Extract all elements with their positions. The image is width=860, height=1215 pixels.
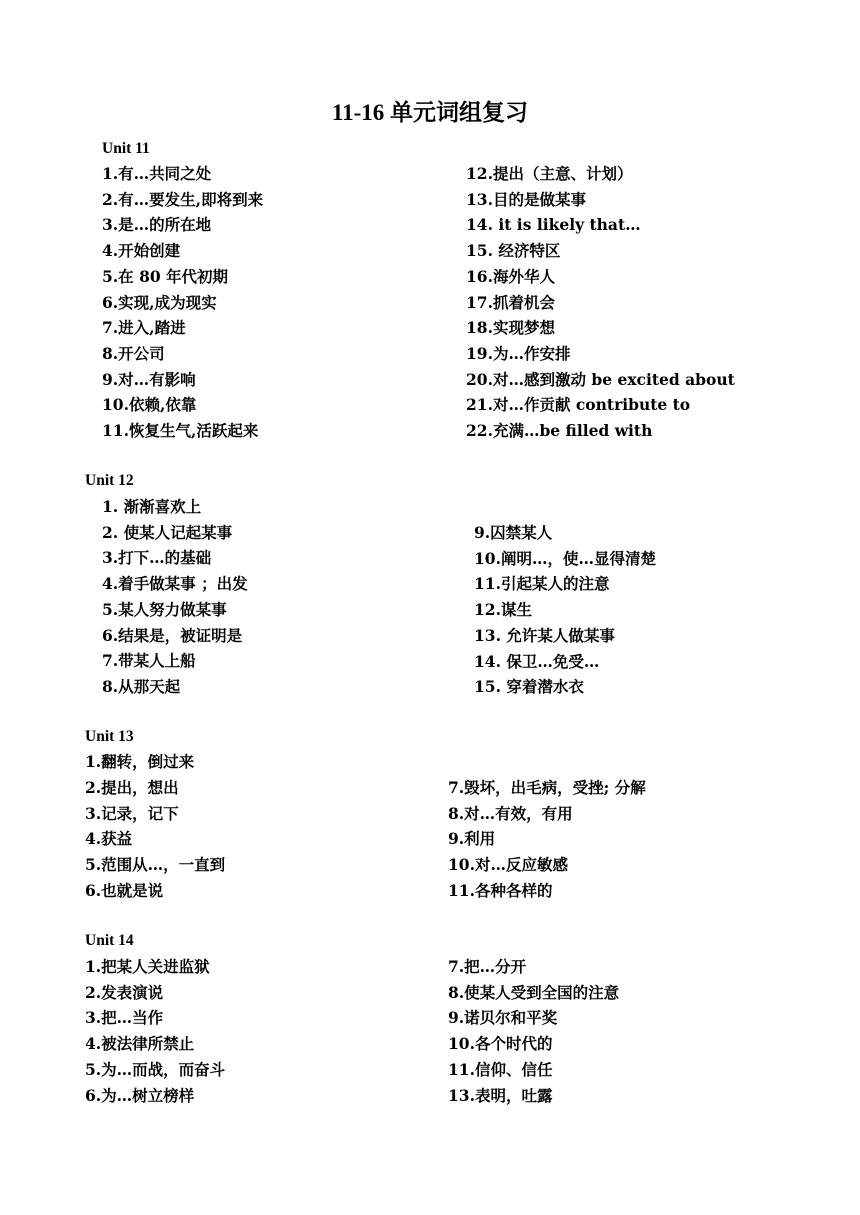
phrase-item: 12.谋生 — [474, 600, 532, 620]
phrase-item: 6.实现,成为现实 — [102, 292, 217, 312]
phrase-item: 6.结果是，被证明是 — [102, 625, 243, 645]
phrase-item: 2. 使某人记起某事 — [102, 522, 233, 542]
phrase-item: 11.各种各样的 — [448, 880, 553, 900]
phrase-item: 10.各个时代的 — [448, 1034, 553, 1054]
phrase-item: 7.进入,踏进 — [102, 318, 186, 338]
phrase-item: 3.记录，记下 — [85, 803, 179, 823]
phrase-item: 3.是…的所在地 — [102, 215, 212, 235]
phrase-item: 21.对…作贡献 contribute to — [466, 395, 691, 415]
phrase-item: 13.目的是做某事 — [466, 189, 586, 209]
unit-14-heading: Unit 14 — [85, 932, 134, 949]
phrase-item: 9.利用 — [448, 829, 496, 849]
phrase-item: 14. 保卫…免受… — [474, 651, 600, 671]
phrase-item: 5.为…而战，而奋斗 — [85, 1059, 226, 1079]
phrase-item: 5.范围从…，一直到 — [85, 855, 226, 875]
phrase-item: 13. 允许某人做某事 — [474, 625, 615, 645]
phrase-item: 8.开公司 — [102, 343, 165, 363]
phrase-item: 15. 穿着潜水衣 — [474, 677, 584, 697]
phrase-item: 3.把…当作 — [85, 1008, 164, 1028]
phrase-item: 12.提出（主意、计划） — [466, 164, 633, 183]
phrase-item: 6.也就是说 — [85, 880, 164, 900]
phrase-item: 9.囚禁某人 — [474, 523, 553, 542]
unit-12-heading: Unit 12 — [85, 472, 134, 489]
unit-13-first-item: 1.翻转，倒过来 — [85, 752, 195, 771]
phrase-item: 8.使某人受到全国的注意 — [448, 982, 620, 1002]
phrase-item: 13.表明，吐露 — [448, 1085, 553, 1105]
phrase-item: 15. 经济特区 — [466, 241, 561, 261]
phrase-item: 19.为…作安排 — [466, 343, 571, 363]
phrase-item: 4.被法律所禁止 — [85, 1034, 195, 1054]
phrase-item: 1.有…共同之处 — [102, 164, 212, 183]
phrase-item: 2.有…要发生,即将到来 — [102, 189, 264, 209]
phrase-item: 17.抓着机会 — [466, 292, 555, 312]
page-title: 11-16 单元词组复习 — [331, 100, 529, 125]
phrase-item: 3.打下…的基础 — [102, 548, 212, 568]
phrase-item: 5.某人努力做某事 — [102, 599, 227, 619]
phrase-item: 7.毁坏，出毛病，受挫; 分解 — [448, 778, 646, 797]
phrase-item: 10.依赖,依靠 — [102, 395, 197, 415]
unit-11-heading: Unit 11 — [102, 140, 150, 157]
phrase-item: 2.发表演说 — [85, 982, 164, 1002]
phrase-item: 11.信仰、信任 — [448, 1059, 553, 1079]
phrase-item: 9.诺贝尔和平奖 — [448, 1008, 558, 1028]
phrase-item: 8.从那天起 — [102, 676, 181, 696]
phrase-item: 14. it is likely that… — [466, 215, 641, 235]
phrase-item: 11.引起某人的注意 — [474, 574, 610, 594]
phrase-item: 4.获益 — [85, 829, 133, 849]
phrase-item: 6.为…树立榜样 — [85, 1085, 195, 1105]
phrase-item: 11.恢复生气,活跃起来 — [102, 421, 259, 440]
phrase-item: 10.对…反应敏感 — [448, 855, 568, 875]
phrase-item: 8.对…有效，有用 — [448, 803, 573, 823]
phrase-item: 9.对…有影响 — [102, 369, 196, 389]
phrase-item: 1. 渐渐喜欢上 — [102, 497, 202, 516]
phrase-item: 22.充满…be filled with — [466, 421, 653, 440]
phrase-item: 20.对…感到激动 be excited about — [466, 369, 735, 389]
unit-13-heading: Unit 13 — [85, 728, 134, 745]
phrase-item: 1.把某人关进监狱 — [85, 957, 210, 976]
phrase-item: 4.开始创建 — [102, 241, 181, 261]
phrase-item: 7.带某人上船 — [102, 651, 196, 671]
phrase-item: 5.在 80 年代初期 — [102, 266, 229, 286]
phrase-item: 16.海外华人 — [466, 266, 555, 286]
phrase-item: 7.把…分开 — [448, 957, 527, 976]
phrase-item: 10.阐明…，使…显得清楚 — [474, 548, 656, 568]
phrase-item: 18.实现梦想 — [466, 318, 555, 338]
phrase-item: 2.提出，想出 — [85, 778, 179, 797]
phrase-item: 4.着手做某事 ；出发 — [102, 574, 248, 594]
